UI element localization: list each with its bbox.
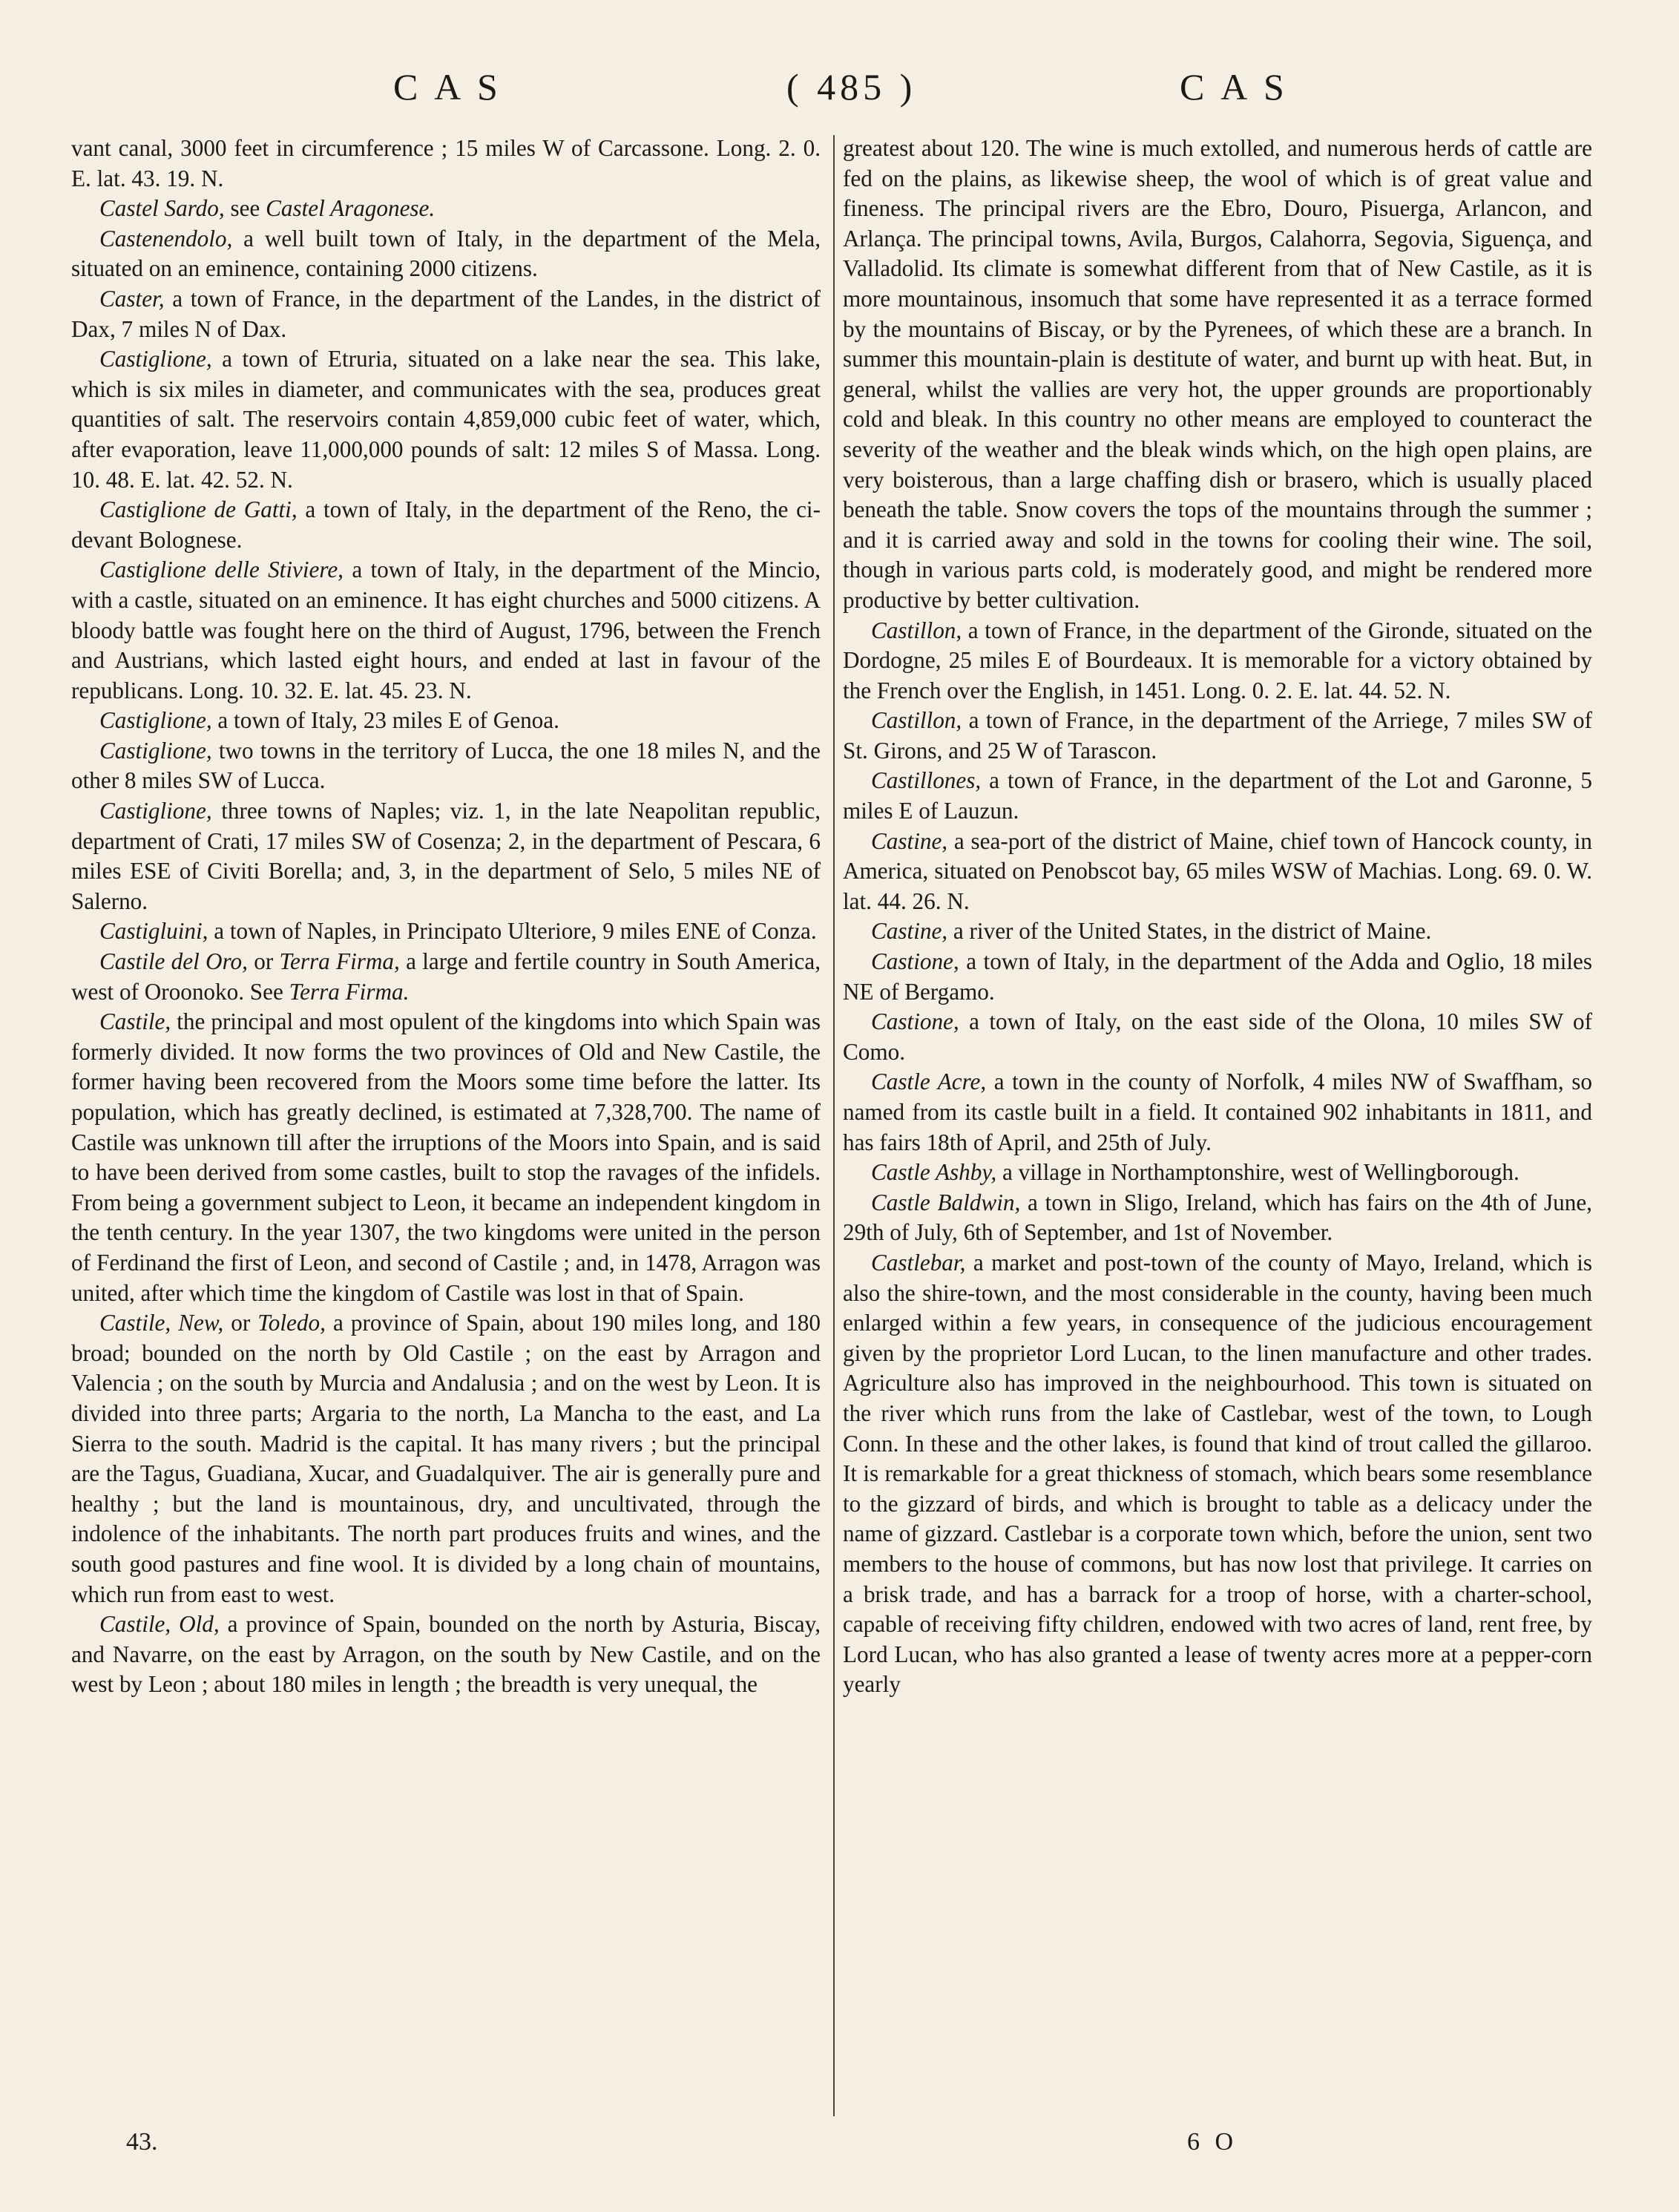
gazetteer-entry (843, 947, 1592, 1007)
entry-headword: Castione, (871, 948, 959, 975)
page-number: ( 485 ) (786, 66, 917, 108)
entry-text: a large and fertile country in South America, west of Oroonoko. See (71, 948, 821, 1005)
entry-headword: Terra Firma, (279, 948, 400, 975)
gazetteer-entry (843, 1248, 1592, 1700)
entry-headword: Castillon, (871, 617, 962, 643)
gazetteer-entry (71, 916, 821, 947)
entry-text: greatest about 120. The wine is much extolled, and numerous herds of cattle are fed on the plains, as likewise sheep, the wool of which is of great value and fineness. The principal rivers are the Ebro, Douro, Pisuerga, Arlancon, and Arlança. The principal towns, Avila, Burgos, Calahorra, Segovia, Siguença, and Valladolid. Its climate is somewhat different from that of New Castile, as it is more mountainous, insomuch that some have represented it as a terrace formed by the mountains of Biscay, or by the Pyrenees, of which these are a branch. In summer this mountain-plain is destitute of water, and burnt up with heat. But, in general, whilst the vallies are very hot, the upper grounds are proportionably cold and bleak. In this country no other means are employed to counteract the severity of the weather and the bleak winds which, on the high open plains, are very boisterous, than a large chaffing dish or brasero, which is usually placed beneath the table. Snow covers the tops of the mountains through the summer ; and it is carried away and sold in the towns for cooling their wine. The soil, though in various parts cold, is moderately good, and might be rendered more productive by better cultivation. (843, 135, 1592, 613)
entry-headword: Toledo, (257, 1310, 326, 1336)
entry-headword: Castel Aragonese. (266, 195, 436, 222)
gazetteer-entry (71, 1007, 821, 1308)
entry-text: the principal and most opulent of the kingdoms into which Spain was formerly divided. It now forms the two provinces of Old and New Castile, the former having been recovered from the Moors some time before the latter. Its population, which has greatly declined, is estimated at 7,328,700. The name of Castile was unknown till after the irruptions of the Moors into Spain, and is said to have been derived from some castles, built to stop the ravages of the infidels. From being a government subject to Leon, it became an independent kingdom in the tenth century. In the year 1307, the two kingdoms were united in the person of Ferdinand the first of Leon, and second of Castile ; and, in 1478, Arragon was united, after which time the kingdom of Castile was lost in that of Spain. (71, 1008, 821, 1306)
entry-headword: Castle Ashby, (871, 1159, 997, 1186)
gazetteer-entry (71, 194, 821, 224)
entry-text: a river of the United States, in the district of Maine. (947, 918, 1432, 945)
entry-text: two towns in the territory of Lucca, the one 18 miles N, and the other 8 miles SW of Lucca. (71, 737, 821, 794)
gazetteer-entry (71, 796, 821, 916)
entry-headword: Castlebar, (871, 1249, 966, 1276)
gazetteer-entry (843, 766, 1592, 826)
entry-headword: Castle Acre, (871, 1069, 987, 1095)
entry-text: a town of Italy, in the department of the Reno, the ci-devant Bolognese. (71, 496, 821, 553)
gazetteer-entry (843, 1067, 1592, 1158)
column-divider (833, 135, 835, 2116)
entry-headword: Castile, (99, 1008, 171, 1035)
entry-text: a town of Italy, in the department of the Adda and Oglio, 18 miles NE of Bergamo. (843, 948, 1592, 1005)
entry-text: a town of France, in the department of the Lot and Garonne, 5 miles E of Lauzun. (843, 767, 1592, 824)
running-header (0, 65, 1679, 125)
entry-headword: Castillones, (871, 767, 982, 794)
entry-text: vant canal, 3000 feet in circumference ; 15 miles W of Carcassone. Long. 2. 0. E. lat. 43. 19. N. (71, 135, 821, 191)
entry-text: a province of Spain, bounded on the north by Asturia, Biscay, and Navarre, on the east by Arragon, on the south by New Castile, and on the west by Leon ; about 180 miles in length ; the breadth is very unequal, the (71, 1611, 821, 1698)
gazetteer-entry (843, 706, 1592, 766)
gazetteer-entry (843, 1007, 1592, 1067)
gazetteer-entry (71, 284, 821, 344)
signature-mark-right: 6 O (1187, 2128, 1238, 2156)
entry-headword: Castigluini, (99, 918, 208, 945)
gazetteer-entry (71, 1609, 821, 1700)
header-left: C A S (393, 66, 502, 108)
entry-text: a town of France, in the department of the Gironde, situated on the Dordogne, 25 miles E of Bourdeaux. It is memorable for a victory obtained by the French over the English, in 1451. Long. 0. 2. E. lat. 44. 52. N. (843, 617, 1592, 703)
entry-headword: Castillon, (871, 707, 962, 734)
entry-headword: Castine, (871, 827, 948, 854)
entry-text: a town in Sligo, Ireland, which has fairs on the 4th of June, 29th of July, 6th of September, and 1st of November. (843, 1189, 1592, 1246)
entry-headword: Castine, (871, 918, 948, 945)
entry-text: a well built town of Italy, in the department of the Mela, situated on an eminence, containing 2000 citizens. (71, 225, 821, 282)
right-column (843, 134, 1592, 1700)
entry-text: a town of Italy, on the east side of the Olona, 10 miles SW of Como. (843, 1008, 1592, 1065)
entry-text: a town of Naples, in Principato Ulteriore, 9 miles ENE of Conza. (208, 918, 817, 945)
entry-text: or (223, 1310, 258, 1336)
entry-text: a province of Spain, about 190 miles long, and 180 broad; bounded on the north by Old Castile ; on the east by Arragon and Valencia ; on the south by Murcia and Andalusia ; and on the west by Leon. It is divided into three parts; Argaria to the north, La Mancha to the east, and La Sierra to the south. Madrid is the capital. It has many rivers ; but the principal are the Tagus, Guadiana, Xucar, and Guadalquiver. The air is generally pure and healthy ; but the land is mountainous, dry, and uncultivated, through the indolence of the inhabitants. The north part produces fruits and wines, and the south good pastures and fine wool. It is divided by a long chain of mountains, which run from east to west. (71, 1310, 821, 1607)
gazetteer-entry (843, 1158, 1592, 1188)
entry-headword: Castenendolo, (99, 225, 233, 252)
entry-text: a town of Italy, in the department of the Mincio, with a castle, situated on an eminence. It has eight churches and 5000 citizens. A bloody battle was fought here on the third of August, 1796, between the French and Austrians, which lasted eight hours, and ended at last in favour of the republicans. Long. 10. 32. E. lat. 45. 23. N. (71, 557, 821, 703)
signature-mark-left: 43. (126, 2128, 158, 2156)
entry-headword: Castiglione, (99, 737, 212, 764)
gazetteer-entry (71, 495, 821, 555)
entry-headword: Castel Sardo, (99, 195, 225, 222)
entry-text: see (224, 195, 266, 222)
entry-text: a town in the county of Norfolk, 4 miles NW of Swaffham, so named from its castle built in a field. It contained 902 inhabitants in 1811, and has fairs 18th of April, and 25th of July. (843, 1069, 1592, 1155)
entry-headword: Castiglione, (99, 707, 212, 734)
gazetteer-entry (71, 224, 821, 284)
gazetteer-entry (71, 344, 821, 495)
entry-headword: Caster, (99, 285, 165, 312)
entry-headword: Castiglione, (99, 346, 212, 373)
gazetteer-entry (843, 827, 1592, 917)
entry-text: a market and post-town of the county of Mayo, Ireland, which is also the shire-town, and the most considerable in the county, having been much enlarged within a few years, in consequence of the judicious encouragement given by the proprietor Lord Lucan, to the linen manufacture and other trades. Agriculture also has improved in the neighbourhood. This town is situated on the river which runs from the lake of Castlebar, west of the town, to Lough Conn. In these and the other lakes, is found that kind of trout called the gillaroo. It is remarkable for a great thickness of stomach, which bears some resemblance to the gizzard of birds, and which is brought to table as a delicacy under the name of gizzard. Castlebar is a corporate town which, before the union, sent two members to the house of commons, but has now lost that privilege. It carries on a brisk trade, and has a barrack for a troop of horse, with a charter-school, capable of receiving fifty children, endowed with two acres of land, rent free, by Lord Lucan, who has also granted a lease of twenty acres more at a pepper-corn yearly (843, 1249, 1592, 1698)
entry-text: a town of Italy, 23 miles E of Genoa. (211, 707, 559, 734)
entry-headword: Castiglione, (99, 798, 212, 824)
entry-text: three towns of Naples; viz. 1, in the late Neapolitan republic, department of Crati, 17 miles SW of Cosenza; 2, in the department of Pescara, 6 miles ESE of Civiti Borella; and, 3, in the department of Selo, 5 miles NE of Salerno. (71, 798, 821, 914)
gazetteer-entry (71, 1308, 821, 1609)
gazetteer-entry (843, 616, 1592, 706)
entry-headword: Castione, (871, 1008, 959, 1035)
entry-text: a sea-port of the district of Maine, chief town of Hancock county, in America, situated on Penobscot bay, 65 miles WSW of Machias. Long. 69. 0. W. lat. 44. 26. N. (843, 827, 1592, 914)
entry-headword: Castle Baldwin, (871, 1189, 1021, 1215)
gazetteer-entry (843, 1188, 1592, 1248)
entry-headword: Castiglione delle Stiviere, (99, 557, 344, 583)
gazetteer-entry (71, 736, 821, 796)
entry-headword: Castile, New, (99, 1310, 224, 1336)
entry-headword: Castiglione de Gatti, (99, 496, 298, 523)
entry-headword: Terra Firma. (289, 978, 410, 1005)
gazetteer-entry (71, 706, 821, 736)
entry-headword: Castile, Old, (99, 1611, 220, 1638)
header-right: C A S (1180, 66, 1289, 108)
gazetteer-entry (71, 555, 821, 706)
entry-text: or (247, 948, 280, 975)
gazetteer-entry (843, 916, 1592, 947)
gazetteer-entry (71, 134, 821, 194)
left-column (71, 134, 821, 1700)
entry-text: a town of France, in the department of the Arriege, 7 miles SW of St. Girons, and 25 W of Tarascon. (843, 707, 1592, 764)
entry-text: a town of Etruria, situated on a lake near the sea. This lake, which is six miles in diameter, and communicates with the sea, produces great quantities of salt. The reservoirs contain 4,859,000 cubic feet of water, which, after evaporation, leave 11,000,000 pounds of salt: 12 miles S of Massa. Long. 10. 48. E. lat. 42. 52. N. (71, 346, 821, 493)
entry-text: a village in Northamptonshire, west of Wellingborough. (996, 1159, 1519, 1186)
gazetteer-entry (843, 134, 1592, 616)
entry-text: a town of France, in the department of the Landes, in the district of Dax, 7 miles N of Dax. (71, 285, 821, 342)
gazetteer-entry (71, 947, 821, 1007)
entry-headword: Castile del Oro, (99, 948, 248, 975)
